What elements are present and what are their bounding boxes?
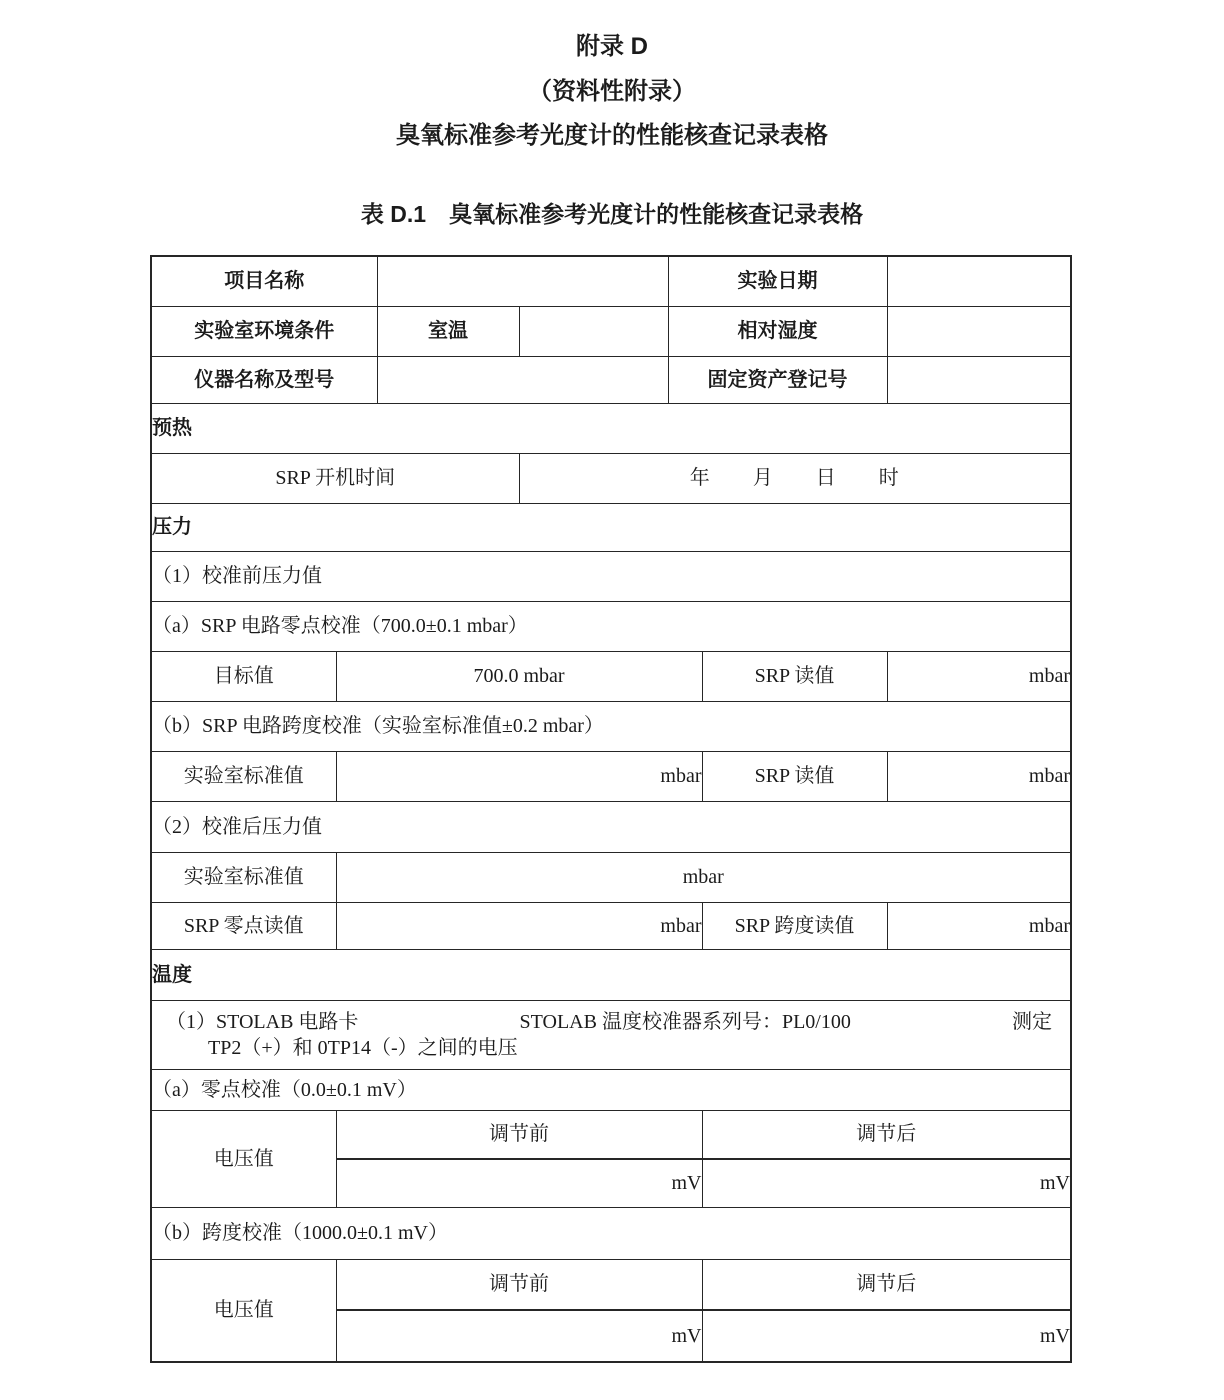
pressure-span-cal-label: （b）SRP 电路跨度校准（实验室标准值±0.2 mbar）: [151, 701, 1071, 751]
humidity-label: 相对湿度: [668, 306, 887, 356]
srp-reading-value[interactable]: mbar: [887, 651, 1071, 701]
lab-env-label: 实验室环境条件: [151, 306, 377, 356]
after-adjust-label-2: 调节后: [702, 1259, 1071, 1310]
row-srp-readings: [151, 902, 1071, 949]
before-adjust-label-2: 调节前: [336, 1259, 702, 1310]
row-lab-std: [151, 751, 1071, 801]
room-temp-value[interactable]: [519, 306, 668, 356]
project-name-value[interactable]: [377, 256, 668, 306]
stolab-measure-label: 测定: [1012, 1010, 1052, 1033]
project-name-label: 项目名称: [151, 256, 377, 306]
post-cal-label: （2）校准后压力值: [151, 801, 1071, 852]
row-post-cal: [151, 801, 1071, 852]
row-target: [151, 651, 1071, 701]
lab-std-value[interactable]: mbar: [336, 751, 702, 801]
srp-reading-label: SRP 读值: [702, 651, 887, 701]
lab-std-label: 实验室标准值: [151, 751, 336, 801]
after-adjust-value-1[interactable]: mV: [702, 1159, 1071, 1207]
pre-cal-label: （1）校准前压力值: [151, 551, 1071, 601]
stolab-card-label: （1）STOLAB 电路卡: [166, 1010, 359, 1033]
srp-zero-value[interactable]: mbar: [336, 902, 702, 949]
row-lab-env: [151, 306, 1071, 356]
pressure-section-label: 压力: [151, 503, 1071, 551]
srp-zero-label: SRP 零点读值: [151, 902, 336, 949]
row-preheat-section: [151, 403, 1071, 453]
asset-id-value[interactable]: [887, 356, 1071, 403]
before-adjust-label-1: 调节前: [336, 1110, 702, 1159]
srp-start-datetime-value[interactable]: 年 月 日 时: [519, 453, 1071, 503]
asset-id-label: 固定资产登记号: [668, 356, 887, 403]
appendix-heading: 臭氧标准参考光度计的性能核查记录表格: [396, 122, 828, 149]
row-instrument: [151, 356, 1071, 403]
stolab-cell: [151, 1000, 1071, 1069]
row-pre-cal: [151, 551, 1071, 601]
pressure-zero-cal-label: （a）SRP 电路零点校准（700.0±0.1 mbar）: [151, 601, 1071, 651]
room-temp-label: 室温: [377, 306, 519, 356]
preheat-section-label: 预热: [151, 403, 1071, 453]
row-temperature-section: [151, 949, 1071, 1000]
humidity-value[interactable]: [887, 306, 1071, 356]
before-adjust-value-1[interactable]: mV: [336, 1159, 702, 1207]
before-adjust-value-2[interactable]: mV: [336, 1310, 702, 1362]
stolab-line1: [152, 1006, 1070, 1034]
document-header: [0, 32, 1224, 229]
instrument-label: 仪器名称及型号: [151, 356, 377, 403]
stolab-serial-label: STOLAB 温度校准器系列号：PL0/100: [519, 1010, 851, 1033]
row-zero-cal: [151, 601, 1071, 651]
srp-start-label: SRP 开机时间: [151, 453, 519, 503]
exp-date-value[interactable]: [887, 256, 1071, 306]
after-adjust-label-1: 调节后: [702, 1110, 1071, 1159]
srp-reading-value-2[interactable]: mbar: [887, 751, 1071, 801]
row-srp-start: [151, 453, 1071, 503]
stolab-line2: TP2（+）和 0TP14（-）之间的电压: [208, 1036, 518, 1059]
row-span-cal: [151, 701, 1071, 751]
table-caption: 表 D.1 臭氧标准参考光度计的性能核查记录表格: [360, 201, 864, 227]
after-adjust-value-2[interactable]: mV: [702, 1310, 1071, 1362]
target-label: 目标值: [151, 651, 336, 701]
srp-span-label: SRP 跨度读值: [702, 902, 887, 949]
temp-zero-cal-label: （a）零点校准（0.0±0.1 mV）: [151, 1069, 1071, 1110]
performance-check-table: [150, 255, 1072, 1363]
srp-reading-label-2: SRP 读值: [702, 751, 887, 801]
appendix-subtitle: （资料性附录）: [528, 78, 696, 105]
row-voltage2-header: [151, 1259, 1071, 1310]
instrument-value[interactable]: [377, 356, 668, 403]
appendix-title: 附录 D: [576, 33, 648, 60]
temp-span-cal-label: （b）跨度校准（1000.0±0.1 mV）: [151, 1207, 1071, 1259]
srp-span-value[interactable]: mbar: [887, 902, 1071, 949]
voltage-label-2: 电压值: [151, 1259, 336, 1362]
temperature-section-label: 温度: [151, 949, 1071, 1000]
target-value: 700.0 mbar: [336, 651, 702, 701]
row-lab-std-wide: [151, 852, 1071, 902]
row-stolab: [151, 1000, 1071, 1069]
row-temp-zero-cal: [151, 1069, 1071, 1110]
row-voltage1-header: [151, 1110, 1071, 1159]
lab-std-wide-value[interactable]: mbar: [336, 852, 1071, 902]
row-temp-span-cal: [151, 1207, 1071, 1259]
row-pressure-section: [151, 503, 1071, 551]
voltage-label-1: 电压值: [151, 1110, 336, 1207]
row-project-date: [151, 256, 1071, 306]
lab-std-label-2: 实验室标准值: [151, 852, 336, 902]
exp-date-label: 实验日期: [668, 256, 887, 306]
